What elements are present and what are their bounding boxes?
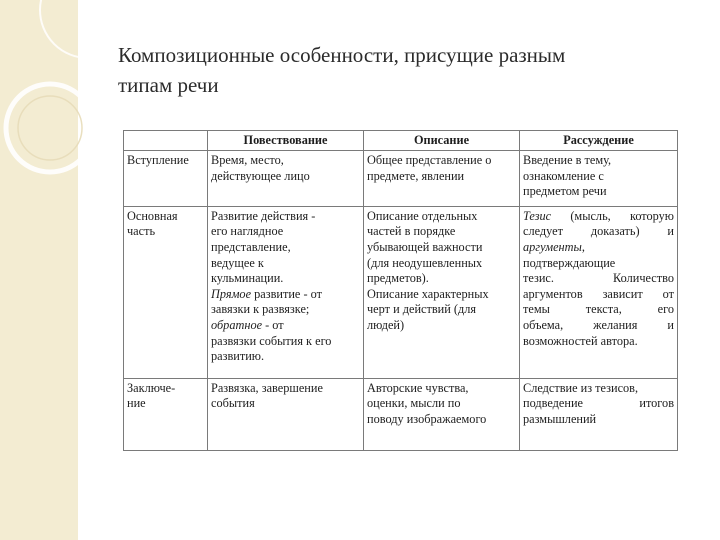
cell-line: ведущее к xyxy=(211,255,264,270)
slide-title-line-2: типам речи xyxy=(118,73,219,97)
cell-line: аргументов зависит от xyxy=(523,286,674,301)
term-forward: Прямое xyxy=(211,286,252,301)
cell-line: Описание характерных xyxy=(367,286,489,301)
cell-line: Следствие из тезисов, xyxy=(523,380,639,395)
cell-line: кульминации. xyxy=(211,271,284,286)
table-row xyxy=(124,206,678,378)
cell-line: возможностей автора. xyxy=(523,333,638,348)
cell-line: поводу изображаемого xyxy=(367,411,487,426)
cell-narration xyxy=(208,206,364,378)
cell-line: оценки, мысли по xyxy=(367,396,461,411)
cell-line: убывающей важности xyxy=(367,239,483,254)
slide-title xyxy=(118,40,708,100)
cell-line: его наглядное xyxy=(211,224,284,239)
cell-line: Время, место, xyxy=(211,153,284,167)
table-header-row xyxy=(124,131,678,151)
cell-line: (для неодушевленных xyxy=(367,255,483,270)
cell-line: действующее лицо xyxy=(211,168,310,183)
cell-line: Основная xyxy=(127,208,178,223)
cell-narration xyxy=(208,151,364,207)
cell-line: часть xyxy=(127,224,156,239)
cell-reasoning xyxy=(520,151,678,207)
term-reverse: обратное xyxy=(211,317,263,332)
cell-line: подведение итогов xyxy=(523,396,674,411)
cell-line: Развитие действия - xyxy=(211,208,316,223)
decorative-rings xyxy=(0,0,140,200)
slide-title-line-1: Композиционные особенности, присущие разным xyxy=(118,43,566,67)
header-reasoning: Рассуждение xyxy=(520,131,678,151)
header-narration: Повествование xyxy=(208,131,364,151)
cell-line: Описание отдельных xyxy=(367,208,478,223)
cell-line: Развязка, завершение xyxy=(211,380,323,395)
cell-line: события xyxy=(211,396,255,411)
cell-line: тезис. Количество xyxy=(523,271,674,286)
cell-line: Вступление xyxy=(127,153,189,167)
cell-line: предмете, явлении xyxy=(367,168,465,183)
cell-reasoning xyxy=(520,206,678,378)
cell-line xyxy=(523,209,674,225)
speech-types-table xyxy=(123,130,678,451)
cell-line: ознакомление с xyxy=(523,168,604,183)
cell-line: Заключе- xyxy=(127,380,176,395)
cell-description xyxy=(364,378,520,450)
cell-line: следует доказать) и xyxy=(523,224,674,239)
cell-line: предметов). xyxy=(367,271,429,286)
cell-line: развязки события к его xyxy=(211,333,332,348)
cell-narration xyxy=(208,378,364,450)
term-thesis: Тезис xyxy=(523,208,552,223)
cell-line: развитию. xyxy=(211,349,265,364)
cell-line: людей) xyxy=(367,317,405,332)
cell-text: (мысль, которую xyxy=(551,208,674,223)
cell-line: предметом речи xyxy=(523,184,607,199)
cell-description xyxy=(364,151,520,207)
cell-reasoning xyxy=(520,378,678,450)
table-row xyxy=(124,378,678,450)
cell-line: частей в порядке xyxy=(367,224,456,239)
cell-line: Введение в тему, xyxy=(523,153,612,167)
cell-line: представление, xyxy=(211,239,291,254)
cell-line: темы текста, его xyxy=(523,302,674,317)
cell-line xyxy=(211,287,360,303)
cell-description xyxy=(364,206,520,378)
header-empty xyxy=(124,131,208,151)
row-label xyxy=(124,206,208,378)
row-label xyxy=(124,378,208,450)
cell-line: объема, желания и xyxy=(523,317,674,332)
cell-line: подтверждающие xyxy=(523,255,616,270)
header-description: Описание xyxy=(364,131,520,151)
cell-line: Авторские чувства, xyxy=(367,380,469,395)
table-row xyxy=(124,151,678,207)
cell-text: - от xyxy=(262,317,284,332)
row-label xyxy=(124,151,208,207)
cell-line: Общее представление о xyxy=(367,153,492,167)
cell-line: размышлений xyxy=(523,411,597,426)
cell-text: , xyxy=(581,239,585,254)
cell-text: развитие - от xyxy=(251,286,322,301)
cell-line: черт и действий (для xyxy=(367,302,477,317)
cell-line: завязки к развязке; xyxy=(211,302,310,317)
cell-line xyxy=(523,240,674,256)
term-arguments: аргументы xyxy=(523,239,582,254)
cell-line: ние xyxy=(127,396,146,411)
cell-line xyxy=(211,318,360,334)
